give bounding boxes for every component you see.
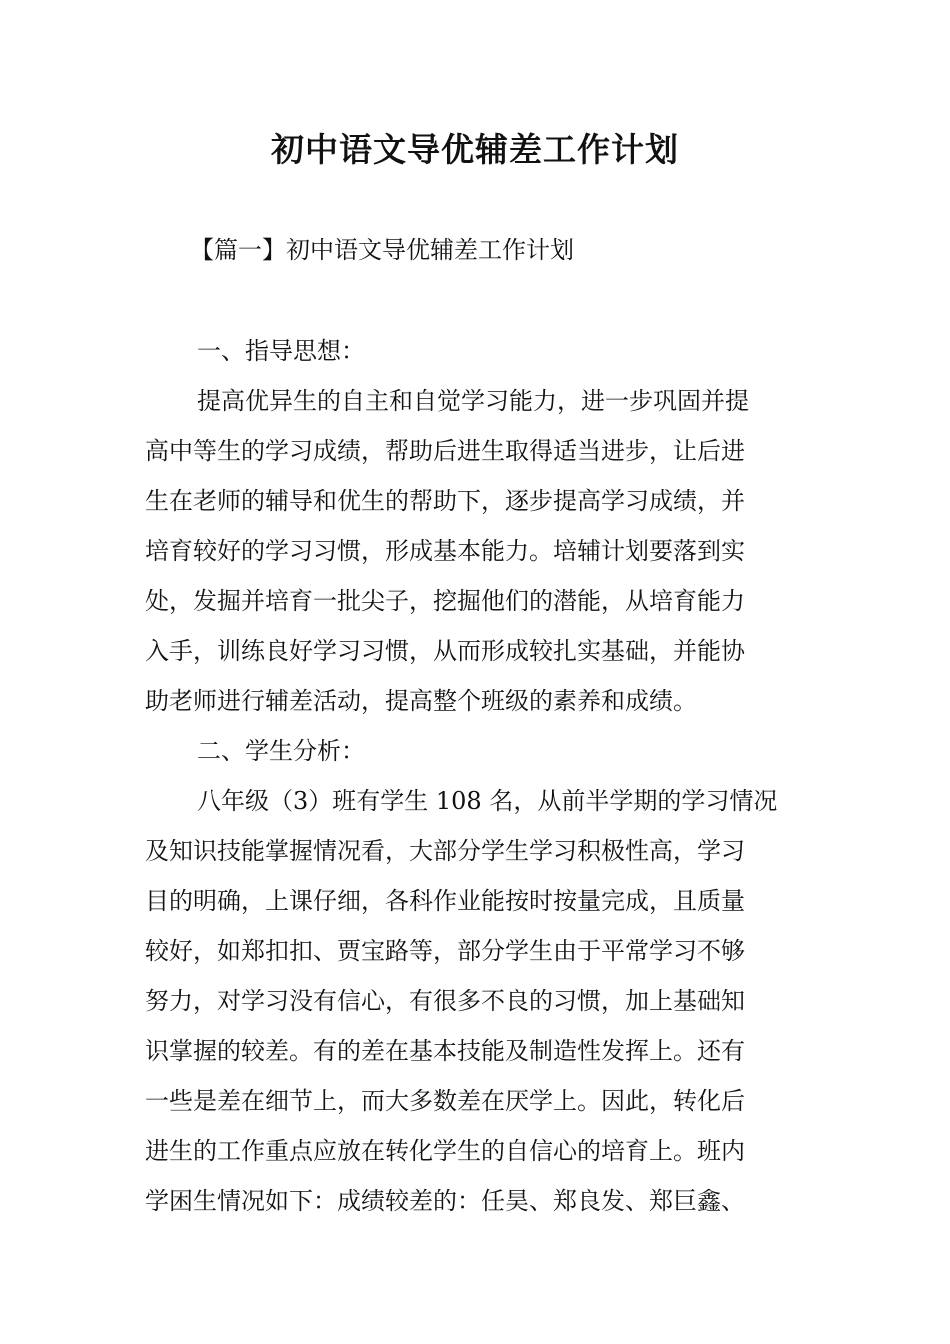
paragraph-line: 及知识技能掌握情况看，大部分学生学习积极性高，学习	[145, 837, 745, 865]
paragraph-line: 努力，对学习没有信心，有很多不良的习惯，加上基础知	[145, 987, 745, 1015]
paragraph-line: 生在老师的辅导和优生的帮助下，逐步提高学习成绩，并	[145, 487, 745, 515]
document-title: 初中语文导优辅差工作计划	[271, 130, 679, 169]
paragraph-line: 培育较好的学习习惯，形成基本能力。培辅计划要落到实	[145, 537, 745, 565]
paragraph-line: 较好，如郑扣扣、贾宝路等，部分学生由于平常学习不够	[145, 937, 745, 965]
paragraph-line: 助老师进行辅差活动，提高整个班级的素养和成绩。	[145, 687, 697, 715]
document-body	[145, 326, 805, 1226]
section-heading: 【篇一】初中语文导优辅差工作计划	[190, 236, 574, 264]
paragraph-line: 入手，训练良好学习习惯，从而形成较扎实基础，并能协	[145, 637, 745, 665]
paragraph-line: 进生的工作重点应放在转化学生的自信心的培育上。班内	[145, 1137, 745, 1165]
paragraph-line: 目的明确，上课仔细，各科作业能按时按量完成，且质量	[145, 887, 745, 915]
paragraph-line: 高中等生的学习成绩，帮助后进生取得适当进步，让后进	[145, 437, 745, 465]
paragraph-line: 提高优异生的自主和自觉学习能力，进一步巩固并提	[197, 387, 749, 415]
paragraph-line: 一些是差在细节上，而大多数差在厌学上。因此，转化后	[145, 1087, 745, 1115]
heading-guiding-idea: 一、指导思想：	[197, 337, 365, 365]
paragraph-line: 处，发掘并培育一批尖子，挖掘他们的潜能，从培育能力	[145, 587, 745, 615]
heading-student-analysis: 二、学生分析：	[197, 737, 365, 765]
paragraph-line: 学困生情况如下：成绩较差的：任昊、郑良发、郑巨鑫、	[145, 1187, 745, 1215]
paragraph-line: 识掌握的较差。有的差在基本技能及制造性发挥上。还有	[145, 1037, 745, 1065]
paragraph-line: 八年级（3）班有学生 108 名，从前半学期的学习情况	[197, 787, 778, 815]
